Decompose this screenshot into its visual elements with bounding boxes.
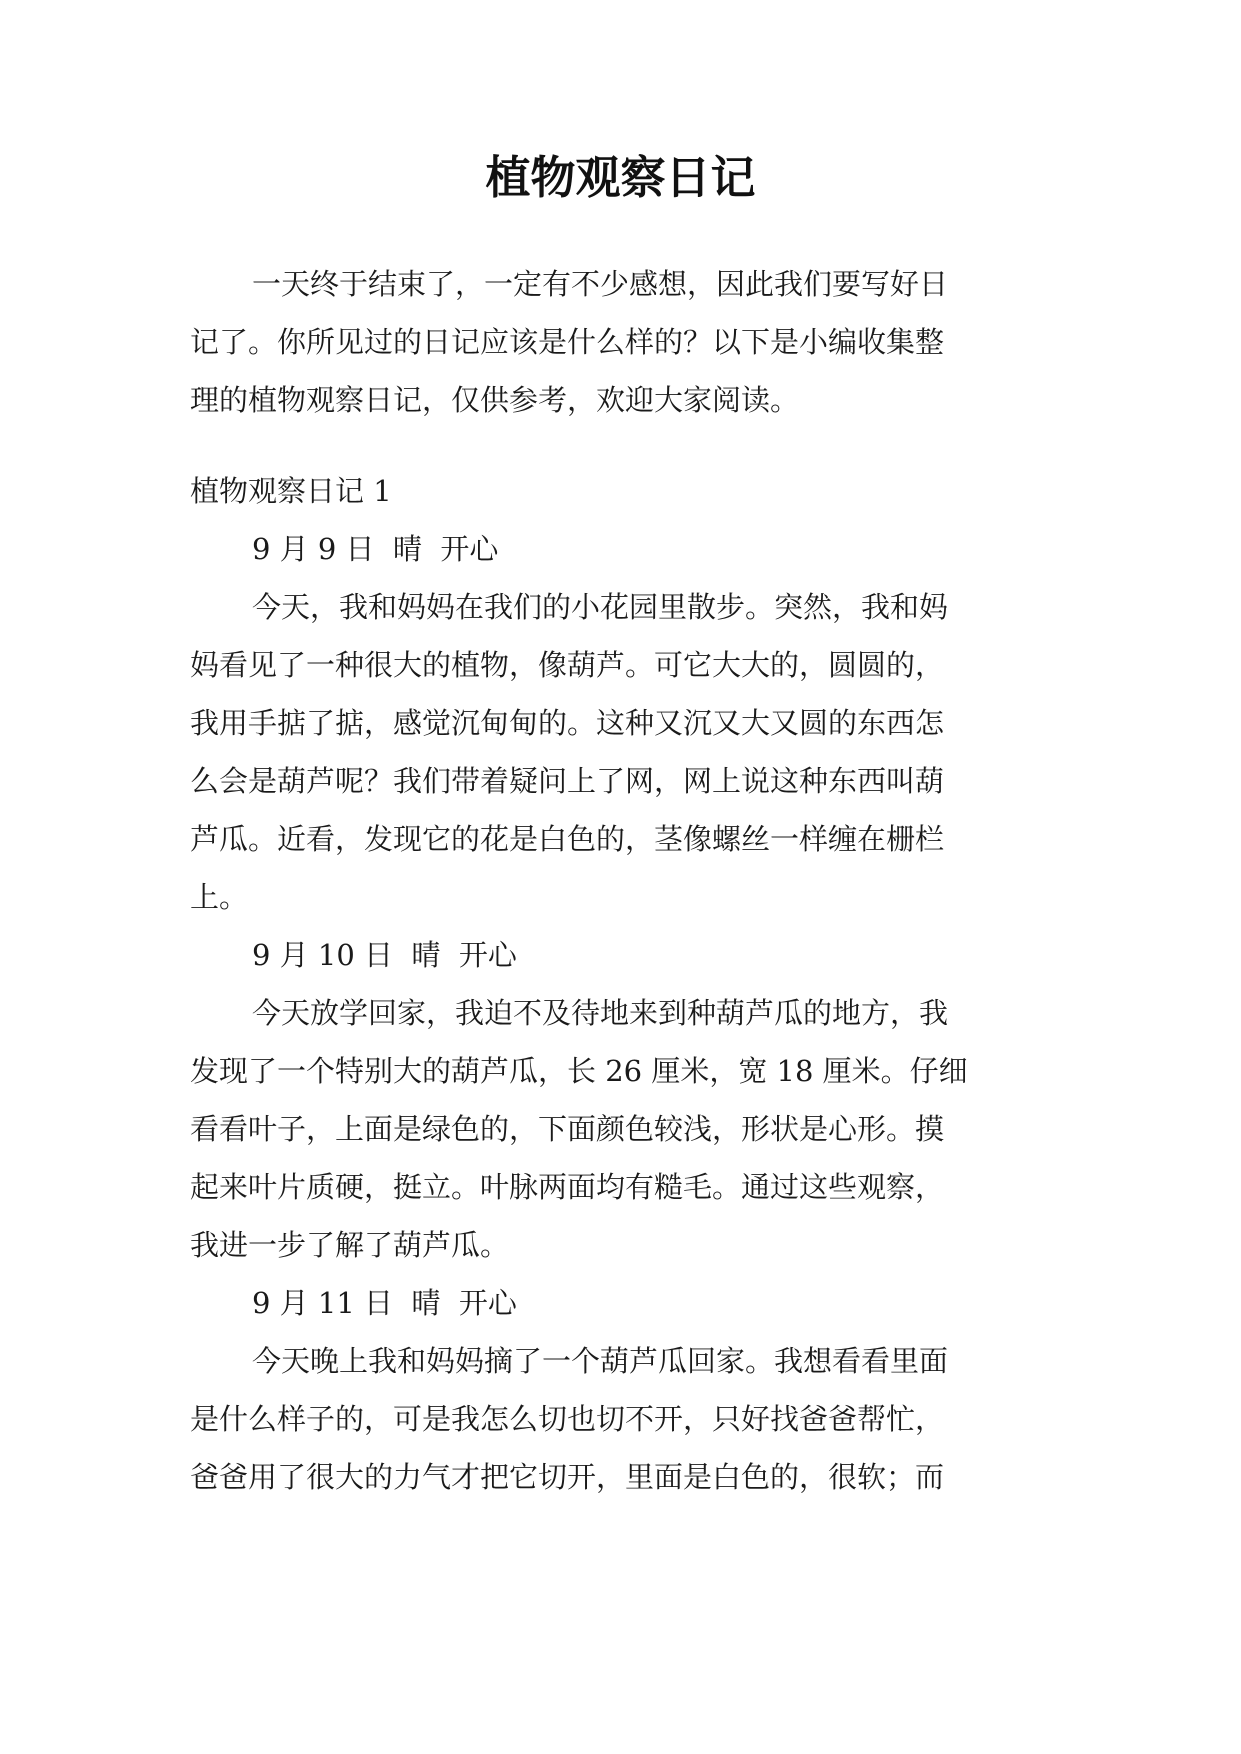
intro-line: 理的植物观察日记，仅供参考，欢迎大家阅读。: [190, 383, 800, 417]
entry-date-line: 9 月 10 日 晴 开心: [252, 938, 517, 972]
diary-section: [190, 462, 1060, 1506]
intro-paragraph: [190, 255, 1060, 429]
entry-date-line: 9 月 9 日 晴 开心: [252, 532, 499, 566]
entry-text-line: 今天，我和妈妈在我们的小花园里散步。突然，我和妈: [252, 590, 949, 624]
entry-text-line: 我进一步了解了葫芦瓜。: [190, 1228, 510, 1262]
entry-date-line: 9 月 11 日 晴 开心: [252, 1286, 517, 1320]
entry-text-line: 起来叶片质硬，挺立。叶脉两面均有糙毛。通过这些观察，: [190, 1170, 945, 1204]
entry-text-line: 芦瓜。近看，发现它的花是白色的，茎像螺丝一样缠在栅栏: [190, 822, 945, 856]
entry-text-line: 今天放学回家，我迫不及待地来到种葫芦瓜的地方，我: [252, 996, 949, 1030]
entry-text-line: 么会是葫芦呢？我们带着疑问上了网，网上说这种东西叫葫: [190, 764, 945, 798]
entry-text-line: 我用手掂了掂，感觉沉甸甸的。这种又沉又大又圆的东西怎: [190, 706, 945, 740]
document-title: 植物观察日记: [485, 151, 756, 204]
entry-text-line: 爸爸用了很大的力气才把它切开，里面是白色的，很软；而: [190, 1460, 945, 1494]
entry-text-line: 妈看见了一种很大的植物，像葫芦。可它大大的，圆圆的，: [190, 648, 945, 682]
entry-text-line: 是什么样子的，可是我怎么切也切不开，只好找爸爸帮忙，: [190, 1402, 945, 1436]
section-heading: 植物观察日记 1: [190, 474, 392, 508]
intro-line: 一天终于结束了，一定有不少感想，因此我们要写好日: [252, 267, 949, 301]
entry-text-line: 上。: [190, 880, 249, 914]
intro-line: 记了。你所见过的日记应该是什么样的？以下是小编收集整: [190, 325, 945, 359]
entry-text-line: 发现了一个特别大的葫芦瓜，长 26 厘米，宽 18 厘米。仔细: [190, 1054, 968, 1088]
entry-text-line: 看看叶子，上面是绿色的，下面颜色较浅，形状是心形。摸: [190, 1112, 945, 1146]
entry-text-line: 今天晚上我和妈妈摘了一个葫芦瓜回家。我想看看里面: [252, 1344, 949, 1378]
